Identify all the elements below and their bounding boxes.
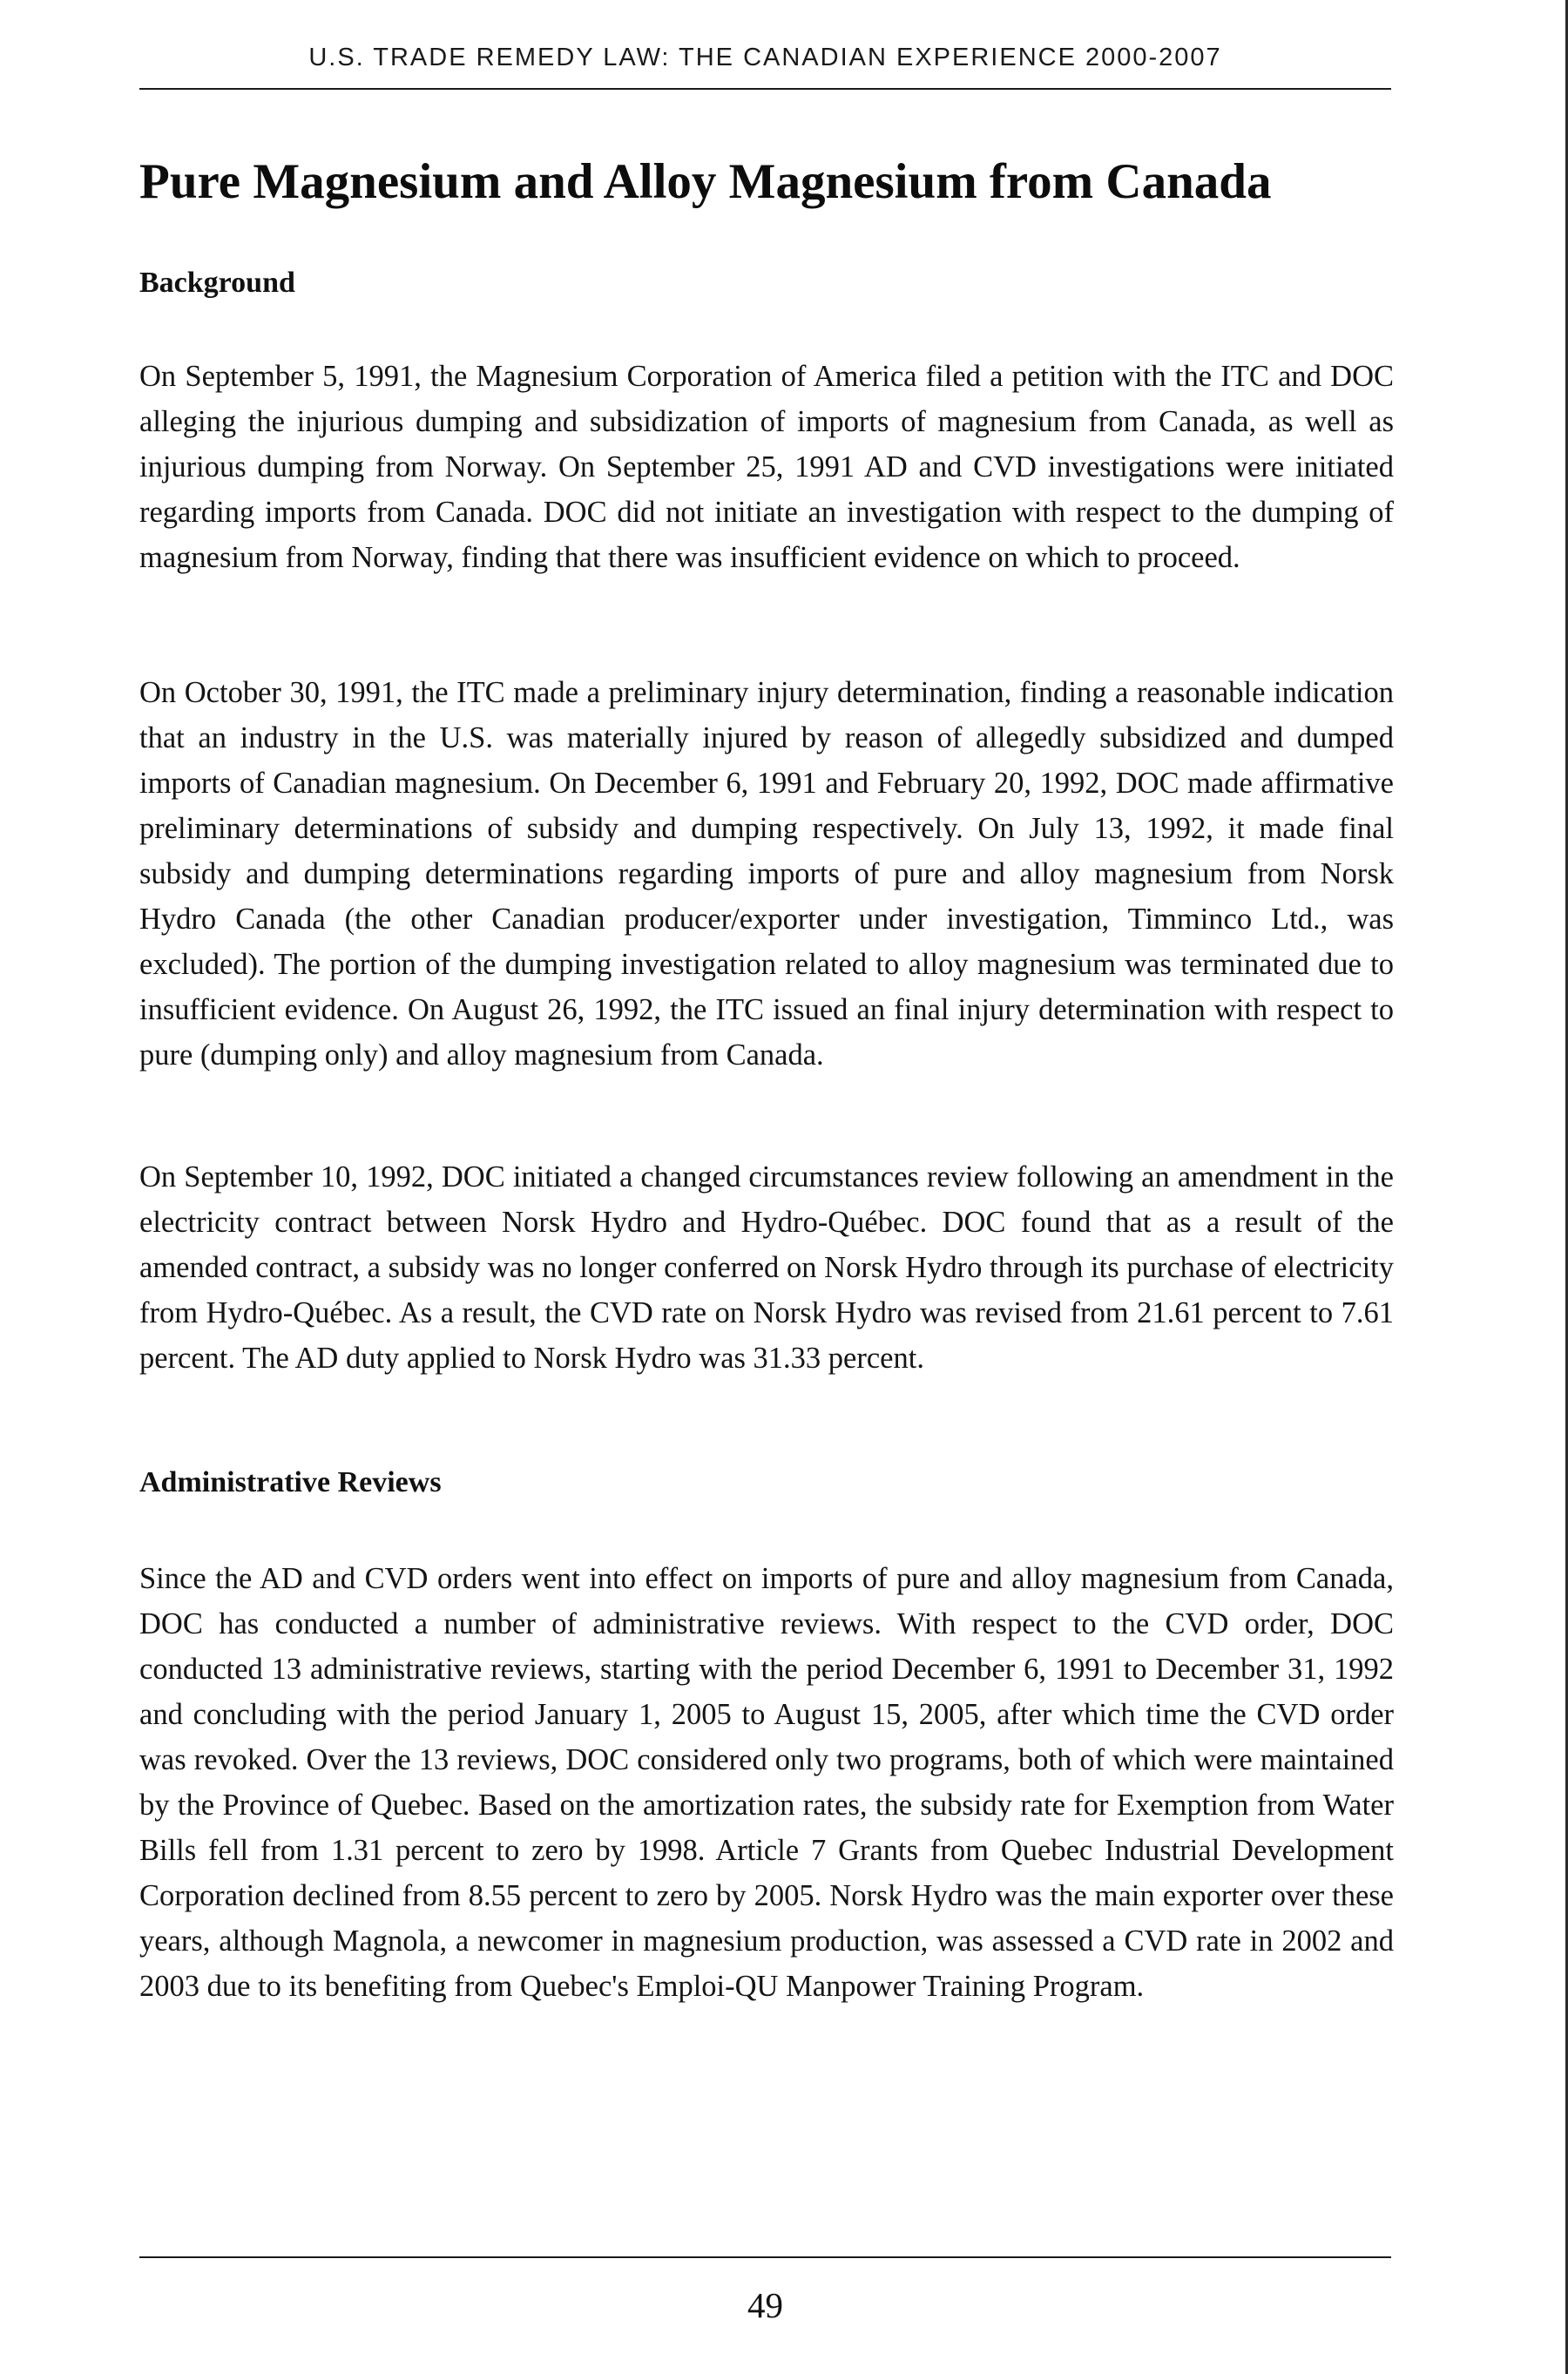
section-heading-background: Background [139, 267, 295, 299]
page-title: Pure Magnesium and Alloy Magnesium from Canada [139, 154, 1272, 209]
running-header: U.S. TRADE REMEDY LAW: THE CANADIAN EXPERIENCE 2000-2007 [308, 44, 1222, 71]
footer-rule [139, 2256, 1391, 2258]
paragraph-background-2: On October 30, 1991, the ITC made a preliminary injury determination, finding a reasonable indication that an industry in the U.S. was materially injured by reason of allegedly subsidized and dumped imports of Canadian magnesium. On December 6, 1991 and February 20, 1992, DOC made affirmative preliminary determinations of subsidy and dumping respectively. On July 13, 1992, it made final subsidy and dumping determinations regarding imports of pure and alloy magnesium from Norsk Hydro Canada (the other Canadian producer/exporter under investigation, Timminco Ltd., was excluded). The portion of the dumping investigation related to alloy magnesium was terminated due to insufficient evidence. On August 26, 1992, the ITC issued an final injury determination with respect to pure (dumping only) and alloy magnesium from Canada. [139, 676, 1394, 1072]
paragraph-background-3: On September 10, 1992, DOC initiated a changed circumstances review following an amendment in the electricity contract between Norsk Hydro and Hydro-Québec. DOC found that as a result of the amended contract, a subsidy was no longer conferred on Norsk Hydro through its purchase of electricity from Hydro-Québec. As a result, the CVD rate on Norsk Hydro was revised from 21.61 percent to 7.61 percent. The AD duty applied to Norsk Hydro was 31.33 percent. [139, 1160, 1394, 1375]
section-heading-administrative-reviews: Administrative Reviews [139, 1466, 442, 1498]
paragraph-administrative-reviews-1: Since the AD and CVD orders went into effect on imports of pure and alloy magnesium from Canada, DOC has conducted a number of administrative reviews. With respect to the CVD order, DOC conducted 13 administrative reviews, starting with the period December 6, 1991 to December 31, 1992 and concluding with the period January 1, 2005 to August 15, 2005, after which time the CVD order was revoked. Over the 13 reviews, DOC considered only two programs, both of which were maintained by the Province of Quebec. Based on the amortization rates, the subsidy rate for Exemption from Water Bills fell from 1.31 percent to zero by 1998. Article 7 Grants from Quebec Industrial Development Corporation declined from 8.55 percent to zero by 2005. Norsk Hydro was the main exporter over these years, although Magnola, a newcomer in magnesium production, was assessed a CVD rate in 2002 and 2003 due to its benefiting from Quebec's Emploi-QU Manpower Training Program. [139, 1562, 1394, 2003]
header-rule [139, 88, 1391, 90]
paragraph-background-1: On September 5, 1991, the Magnesium Corporation of America filed a petition with the ITC and DOC alleging the injurious dumping and subsidization of imports of magnesium from Canada, as well as injurious dumping from Norway. On September 25, 1991 AD and CVD investigations were initiated regarding imports from Canada. DOC did not initiate an investigation with respect to the dumping of magnesium from Norway, finding that there was insufficient evidence on which to proceed. [139, 360, 1394, 574]
page-number: 49 [747, 2285, 783, 2325]
